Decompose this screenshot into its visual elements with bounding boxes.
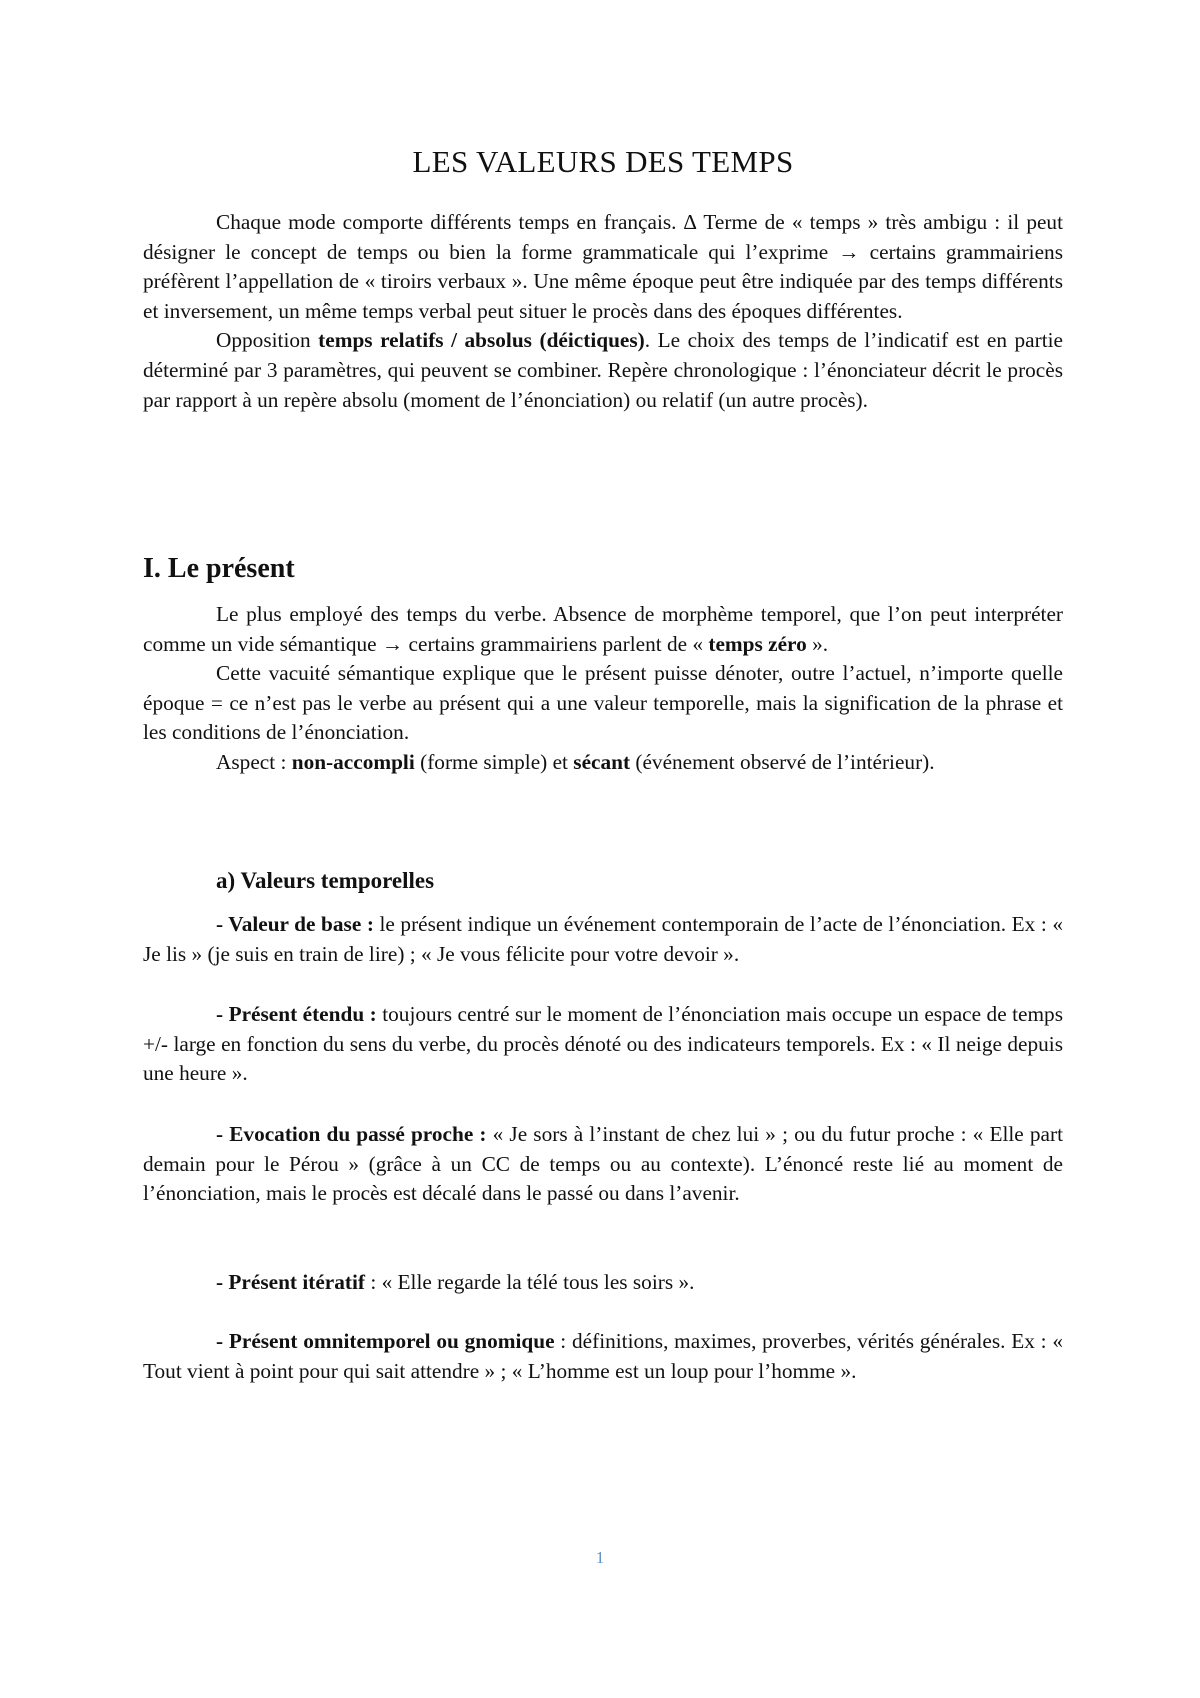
present-paragraph-1-text-c: ». [806,631,829,656]
present-paragraph-3-text-a: Aspect : [216,749,292,774]
intro-paragraph-2 [143,326,1063,415]
value-item-4-paragraph [143,1268,1063,1298]
value-item-4-text: : « Elle regarde la télé tous les soirs ». [365,1270,695,1294]
document-title: LES VALEURS DES TEMPS [412,144,794,179]
present-paragraph-1-text-a: Le plus employé des temps du verbe. Absence de morphème temporel, que l’on peut interpréter comme un vide sémantique → certains grammairiens parlent de « [143,602,1063,656]
value-item-2 [143,1000,1063,1089]
page-number: 1 [595,1548,605,1567]
value-item-4 [143,1268,1063,1298]
value-item-1-text: le présent indique un événement contemporain de l’acte de l’énonciation. Ex : « Je lis » (je suis en train de lire) ; « Je vous félicite pour votre devoir ». [143,912,1064,966]
value-item-1-label: - Valeur de base : [216,912,374,936]
present-paragraph-1 [143,600,1063,659]
intro-paragraph-2-text-a: Opposition [216,328,319,353]
intro-paragraph-2-bold: temps relatifs / absolus (déictiques) [318,328,645,353]
value-item-3-text: « Je sors à l’instant de chez lui » ; ou du futur proche : « Elle part demain pour le Pérou » (grâce à un CC de temps ou au contexte). L’énoncé reste lié au moment de l’énonciation, mais le procès est décalé dans le passé ou dans l’avenir. [143,1122,1063,1206]
present-paragraph-2: Cette vacuité sémantique explique que le présent puisse dénoter, outre l’actuel, n’importe quelle époque = ce n’est pas le verbe au présent qui a une valeur temporelle, mais la signification de la phrase et les conditions de l’énonciation. [143,661,1063,745]
value-item-3 [143,1120,1063,1209]
present-paragraph-1-bold: temps zéro [708,631,807,656]
value-item-2-text: toujours centré sur le moment de l’énonciation mais occupe un espace de temps +/- large en fonction du sens du verbe, du procès dénoté ou des indicateurs temporels. Ex : « Il neige depuis une heure ». [143,1002,1063,1086]
value-item-5-label: - Présent omnitemporel ou gnomique [216,1329,555,1353]
section-heading-present: I. Le présent [143,553,295,584]
value-item-5-text: : définitions, maximes, proverbes, vérités générales. Ex : « Tout vient à point pour qui sait attendre » ; « L’homme est un loup pour l’homme ». [143,1329,1063,1383]
value-item-2-label: - Présent étendu : [216,1002,377,1026]
intro-paragraph-1 [143,208,1063,326]
value-item-3-paragraph [143,1120,1063,1209]
present-paragraph-3-text-c: (forme simple) et [414,749,574,774]
intro-block [143,208,1063,415]
value-item-2-paragraph [143,1000,1063,1089]
value-item-5-paragraph [143,1327,1063,1386]
intro-paragraph-1-text: Chaque mode comporte différents temps en français. ∆ Terme de « temps » très ambigu : il peut désigner le concept de temps ou bien la forme grammaticale qui l’exprime → certains grammairiens préfèrent l’appellation de « tiroirs verbaux ». Une même époque peut être indiquée par des temps différents et inversement, un même temps verbal peut situer le procès dans des époques différentes. [143,210,1063,323]
value-item-1-paragraph [143,910,1063,969]
present-paragraph-3-bold-1: non-accompli [291,749,415,774]
value-item-4-label: - Présent itératif [216,1270,365,1294]
present-paragraph-3-text-e: (événement observé de l’intérieur). [630,749,935,774]
value-item-1 [143,910,1063,969]
present-paragraph-3-bold-2: sécant [573,749,631,774]
value-item-5 [143,1327,1063,1386]
present-paragraph-3 [143,748,1063,778]
subsection-heading-valeurs: a) Valeurs temporelles [216,868,435,893]
present-intro-block [143,600,1063,778]
intro-paragraph-2-text-c: . Le choix des temps de l’indicatif est en partie déterminé par 3 paramètres, qui peuvent se combiner. Repère chronologique : l’énonciateur décrit le procès par rapport à un repère absolu (moment de l’énonciation) ou relatif (un autre procès). [143,328,1063,412]
value-item-3-label: - Evocation du passé proche : [216,1122,487,1146]
